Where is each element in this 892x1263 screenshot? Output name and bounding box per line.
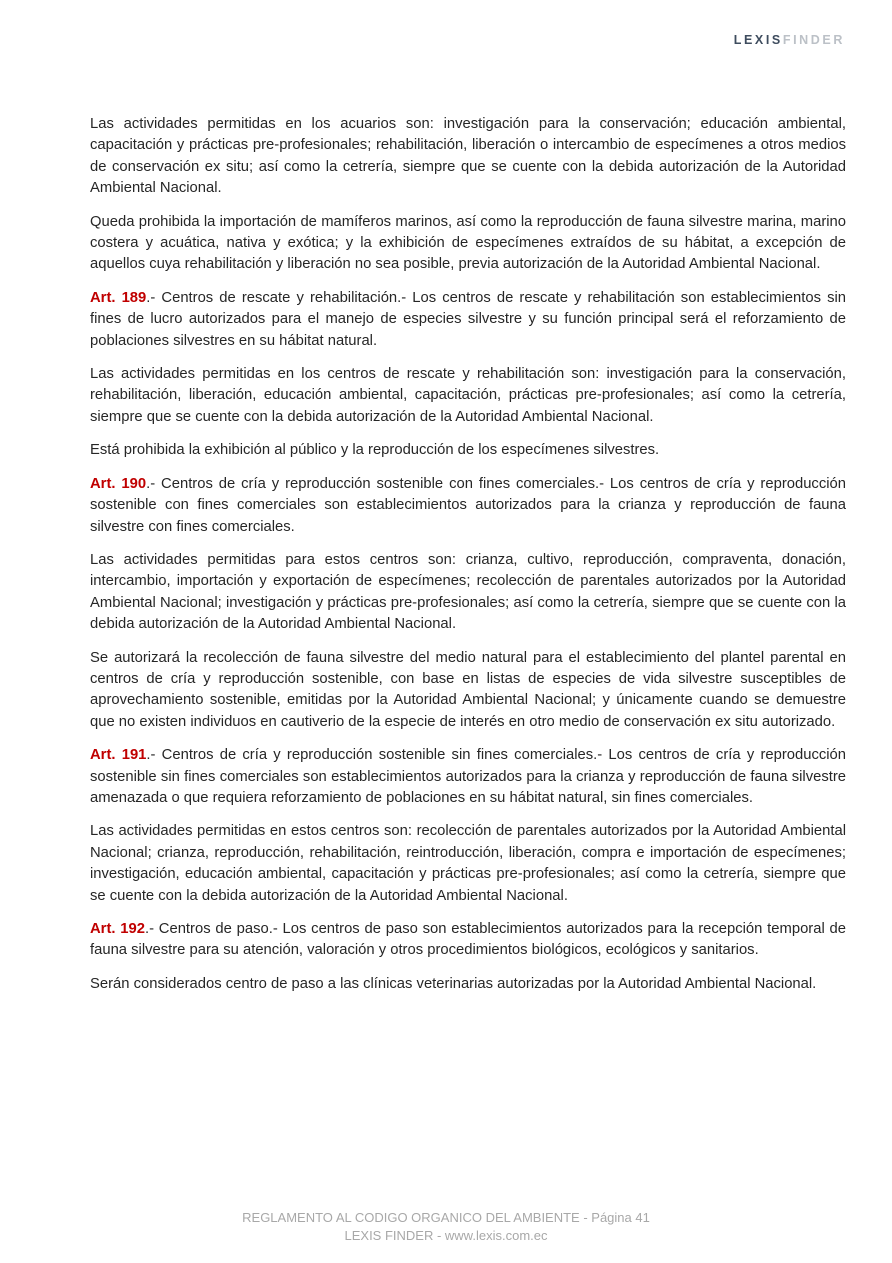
article-190-number: Art. 190	[90, 475, 147, 492]
logo-lexis-text: LEXIS	[733, 33, 783, 47]
paragraph-cria-actividades: Las actividades permitidas para estos centros son: crianza, cultivo, reproducción, compraventa, donación, intercambio, importación y exportación de especímenes; recolección de parentales autorizados por la Autoridad Ambiental Nacional; investigación y prácticas pre-profesionales; así como la cetrería, siempre que se cuente con la debida autorización de la Autoridad Ambiental Nacional.	[90, 551, 846, 633]
article-189: Art. 189.- Centros de rescate y rehabilitación.- Los centros de rescate y rehabilitación son establecimientos sin fines de lucro autorizados para el manejo de especies silvestre y su función principal será el reforzamiento de poblaciones silvestres en su hábitat natural.	[90, 289, 846, 349]
article-192-number: Art. 192	[90, 921, 145, 937]
footer-document-title: REGLAMENTO AL CODIGO ORGANICO DEL AMBIENTE - Página 41	[242, 1210, 650, 1225]
lexis-finder-logo	[734, 33, 845, 47]
paragraph-prohibicion-exhibicion: Está prohibida la exhibición al público y la reproducción de los especímenes silvestres.	[90, 442, 660, 459]
article-190: Art. 190.- Centros de cría y reproducción sostenible con fines comerciales.- Los centros de cría y reproducción sostenible con fines comerciales son establecimientos autorizados para la crianza y reproducción de fauna silvestre con fines comerciales.	[90, 475, 846, 535]
paragraph-clinicas-veterinarias: Serán considerados centro de paso a las clínicas veterinarias autorizadas por la Autoridad Ambiental Nacional.	[90, 975, 817, 992]
logo-finder-text: FINDER	[782, 33, 845, 47]
document-body	[90, 114, 846, 1007]
paragraph-cria-sin-fines-actividades: Las actividades permitidas en estos centros son: recolección de parentales autorizados por la Autoridad Ambiental Nacional; crianza, reproducción, rehabilitación, reintroducción, liberación, compra e importación de especímenes; investigación, educación ambiental, capacitación y prácticas pre-profesionales; así como la cetrería, siempre que se cuente con la debida autorización de la Autoridad Ambiental Nacional.	[90, 823, 846, 904]
footer-source: LEXIS FINDER - www.lexis.com.ec	[344, 1228, 548, 1243]
paragraph-rescate-actividades: Las actividades permitidas en los centros de rescate y rehabilitación son: investigación para la conservación, rehabilitación, liberación, educación ambiental, capacitación, prácticas pre-profesionales; así como la cetrería, siempre que se cuente con la debida autorización de la Autoridad Ambiental Nacional.	[90, 366, 846, 425]
article-192: Art. 192.- Centros de paso.- Los centros de paso son establecimientos autorizados para la recepción temporal de fauna silvestre para su atención, valoración y otros procedimientos biológicos, ecológicos y sanitarios.	[90, 921, 846, 959]
paragraph-acuarios-actividades: Las actividades permitidas en los acuarios son: investigación para la conservación; educación ambiental, capacitación y prácticas pre-profesionales; rehabilitación, liberación o intercambio de especímenes a otros medios de conservación ex situ; así como la cetrería, siempre que se cuente con la debida autorización de la Autoridad Ambiental Nacional.	[90, 116, 846, 197]
article-189-number: Art. 189	[90, 289, 147, 306]
paragraph-prohibicion-importacion: Queda prohibida la importación de mamíferos marinos, así como la reproducción de fauna silvestre marina, marino costera y acuática, nativa y exótica; y la exhibición de especímenes extraídos de su hábitat, a excepción de aquellos cuya rehabilitación y liberación no sea posible, previa autorización de la Autoridad Ambiental Nacional.	[90, 213, 846, 273]
article-191-number: Art. 191	[90, 747, 147, 764]
paragraph-recoleccion-autorizacion: Se autorizará la recolección de fauna silvestre del medio natural para el establecimiento del plantel parental en centros de cría y reproducción sostenible, con base en listas de especies de vida silvestre susceptibles de aprovechamiento sostenible, emitidas por la Autoridad Ambiental Nacional; y únicamente cuando se demuestre que no existen individuos en cautiverio de la especie de interés en otro medio de conservación ex situ autorizado.	[90, 649, 846, 730]
article-191: Art. 191.- Centros de cría y reproducción sostenible sin fines comerciales.- Los centros de cría y reproducción sostenible sin fines comerciales son establecimientos autorizados para la crianza y reproducción de fauna silvestre amenazada o que requiera reforzamiento de poblaciones en su hábitat natural, sin fines comerciales.	[90, 747, 846, 806]
page-footer	[0, 1209, 892, 1245]
